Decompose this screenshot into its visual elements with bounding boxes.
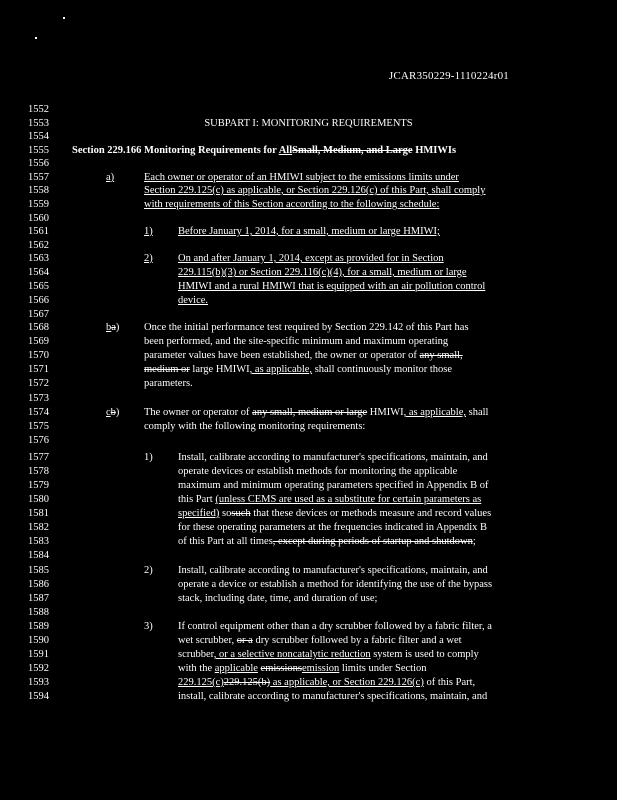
item1-label: 1) — [144, 452, 153, 463]
item3-insert: as applicable, or Section 229.126(c) — [270, 677, 424, 688]
item3-text: with the — [178, 663, 215, 674]
line-number: 1579 — [28, 480, 49, 491]
line-number: 1584 — [28, 550, 49, 561]
item2-label: 2) — [144, 565, 153, 576]
item3-text: of this Part, — [423, 677, 476, 688]
item3-insert: 229.125(c) — [178, 677, 224, 688]
para-a-label: a) — [106, 172, 115, 183]
item2-line: Install, calibrate according to manufacturer's specifications, maintain, and — [178, 565, 488, 576]
item1-line: for these operating parameters at the frequencies indicated in Appendix B — [178, 522, 488, 533]
line-number: 1560 — [28, 213, 49, 224]
line-number: 1559 — [28, 199, 49, 210]
section-title — [72, 144, 456, 157]
line-number: 1556 — [28, 158, 49, 169]
item3-deleted: 229.125(b) — [223, 677, 271, 688]
para-a-sub2-line: On and after January 1, 2014, except as provided for in Section — [178, 253, 444, 264]
item2-line: operate a device or establish a method for identifying the use of the bypass — [178, 579, 493, 590]
line-number: 1568 — [28, 322, 49, 333]
para-c-label-old: b — [110, 407, 116, 418]
para-c-insert: , as applicable, — [403, 407, 467, 418]
line-number: 1587 — [28, 593, 49, 604]
para-b-text: large HMIWI — [189, 364, 250, 375]
para-b-insert: , as applicable, — [249, 364, 313, 375]
line-number: 1555 — [28, 145, 49, 156]
item1-line — [178, 493, 481, 506]
line-number: 1592 — [28, 663, 49, 674]
para-c-deleted: any small, medium or large — [252, 407, 368, 418]
item3-line — [178, 662, 427, 675]
item1-line: maximum and minimum operating parameters specified in Appendix B of — [178, 480, 489, 491]
line-number: 1572 — [28, 378, 49, 389]
item3-deleted: emissions — [260, 663, 302, 674]
para-c-label — [106, 406, 119, 419]
para-b-deleted: medium or — [144, 364, 190, 375]
scan-speck — [63, 17, 65, 19]
item1-line: operate devices or establish methods for monitoring the applicable — [178, 466, 458, 477]
item3-deleted: or a — [236, 635, 253, 646]
document-id: JCAR350229-1110224r01 — [388, 70, 509, 82]
line-number: 1588 — [28, 607, 49, 618]
line-number: 1553 — [28, 118, 49, 129]
line-number: 1558 — [28, 185, 49, 196]
item3-insert: emission — [301, 663, 340, 674]
para-c-text: The owner or operator of — [144, 407, 253, 418]
item1-text: ; — [472, 536, 476, 547]
item3-label: 3) — [144, 621, 153, 632]
line-number: 1582 — [28, 522, 49, 533]
line-number: 1594 — [28, 691, 49, 702]
line-number: 1561 — [28, 226, 49, 237]
item1-line: Install, calibrate according to manufacturer's specifications, maintain, and — [178, 452, 488, 463]
para-c-line — [144, 406, 488, 419]
line-number: 1589 — [28, 621, 49, 632]
item3-insert: , or a selective noncatalytic reduction — [213, 649, 371, 660]
line-number: 1574 — [28, 407, 49, 418]
section-title-text: Section 229.166 Monitoring Requirements for — [72, 145, 279, 156]
line-number: 1573 — [28, 393, 49, 404]
para-b-line: Once the initial performance test required by Section 229.142 of this Part has — [144, 322, 469, 333]
para-b-label-close: ) — [115, 322, 120, 333]
para-b-label — [106, 321, 119, 334]
item1-text: this Part — [178, 494, 216, 505]
para-a-sub2-line: HMIWI and a rural HMIWI that is equipped with an air pollution control — [178, 281, 486, 292]
subpart-title: SUBPART I: MONITORING REQUIREMENTS — [204, 118, 413, 129]
item3-line — [178, 648, 479, 661]
para-c-text: shall — [466, 407, 489, 418]
scan-speck — [35, 37, 37, 39]
line-number: 1552 — [28, 104, 49, 115]
para-b-line — [144, 349, 463, 362]
line-number: 1581 — [28, 508, 49, 519]
line-number: 1576 — [28, 435, 49, 446]
line-number: 1591 — [28, 649, 49, 660]
item2-line: stack, including date, time, and duration of use; — [178, 593, 378, 604]
item3-text: scrubber — [178, 649, 214, 660]
item1-insert: specified) — [178, 508, 220, 519]
line-number: 1593 — [28, 677, 49, 688]
item1-line — [178, 507, 491, 520]
para-a-sub2-line: 229.115(b)(3) or Section 229.116(c)(4), for a small, medium or large — [178, 267, 467, 278]
item1-text: so — [219, 508, 232, 519]
line-number: 1570 — [28, 350, 49, 361]
para-c-label-close: ) — [115, 407, 120, 418]
para-b-deleted: any small, — [419, 350, 463, 361]
para-b-line — [144, 363, 452, 376]
line-number: 1564 — [28, 267, 49, 278]
para-b-label-new: b — [106, 322, 112, 333]
para-a-line: Section 229.125(c) as applicable, or Section 229.126(c) of this Part, shall comply — [144, 185, 486, 196]
section-title-deleted: Small, Medium, and Large — [292, 145, 413, 156]
para-b-label-old: a — [111, 322, 116, 333]
item1-text: that these devices or methods measure and record values — [250, 508, 492, 519]
line-number: 1562 — [28, 240, 49, 251]
para-a-sub2-line: device. — [178, 295, 209, 306]
line-number: 1575 — [28, 421, 49, 432]
line-number: 1586 — [28, 579, 49, 590]
item1-deleted: , except during periods of startup and shutdown — [272, 536, 473, 547]
line-number: 1590 — [28, 635, 49, 646]
line-number: 1569 — [28, 336, 49, 347]
item3-line — [178, 634, 462, 647]
para-a-sub2-label: 2) — [144, 253, 153, 264]
para-c-text: HMIWI — [367, 407, 404, 418]
item1-deleted: such — [231, 508, 251, 519]
para-c-label-new: c — [106, 407, 111, 418]
para-b-text: parameter values have been established, the owner or operator of — [144, 350, 420, 361]
line-number: 1565 — [28, 281, 49, 292]
item3-line — [178, 676, 475, 689]
item1-text: of this Part at all times — [178, 536, 273, 547]
item3-text: system is used to comply — [370, 649, 479, 660]
line-number: 1571 — [28, 364, 49, 375]
item3-text: wet scrubber, — [178, 635, 237, 646]
item3-line: install, calibrate according to manufacturer's specifications, maintain, and — [178, 691, 488, 702]
line-number: 1566 — [28, 295, 49, 306]
line-number: 1577 — [28, 452, 49, 463]
para-a-line: with requirements of this Section according to the following schedule: — [144, 199, 440, 210]
item3-line: If control equipment other than a dry scrubber followed by a fabric filter, a — [178, 621, 492, 632]
item3-insert: applicable — [214, 663, 258, 674]
item3-text: dry scrubber followed by a fabric filter and a wet — [252, 635, 462, 646]
line-number: 1583 — [28, 536, 49, 547]
para-b-line: been performed, and the site-specific minimum and maximum operating — [144, 336, 449, 347]
para-a-sub1-label: 1) — [144, 226, 153, 237]
line-number: 1578 — [28, 466, 49, 477]
item1-insert: (unless CEMS are used as a substitute for certain parameters as — [215, 494, 482, 505]
para-c-line: comply with the following monitoring requirements: — [144, 421, 366, 432]
para-a-sub1-text: Before January 1, 2014, for a small, medium or large HMIWI; — [178, 226, 440, 237]
item1-line — [178, 535, 476, 548]
line-number: 1554 — [28, 131, 49, 142]
para-b-line: parameters. — [144, 378, 193, 389]
para-a-line: Each owner or operator of an HMIWI subject to the emissions limits under — [144, 172, 459, 183]
line-number: 1585 — [28, 565, 49, 576]
line-number: 1580 — [28, 494, 49, 505]
section-title-insert: All — [278, 145, 293, 156]
section-title-suffix: HMIWIs — [412, 145, 457, 156]
para-b-text: shall continuously monitor those — [312, 364, 453, 375]
line-number: 1557 — [28, 172, 49, 183]
item3-text: limits under Section — [339, 663, 427, 674]
line-number: 1563 — [28, 253, 49, 264]
line-number: 1567 — [28, 309, 49, 320]
